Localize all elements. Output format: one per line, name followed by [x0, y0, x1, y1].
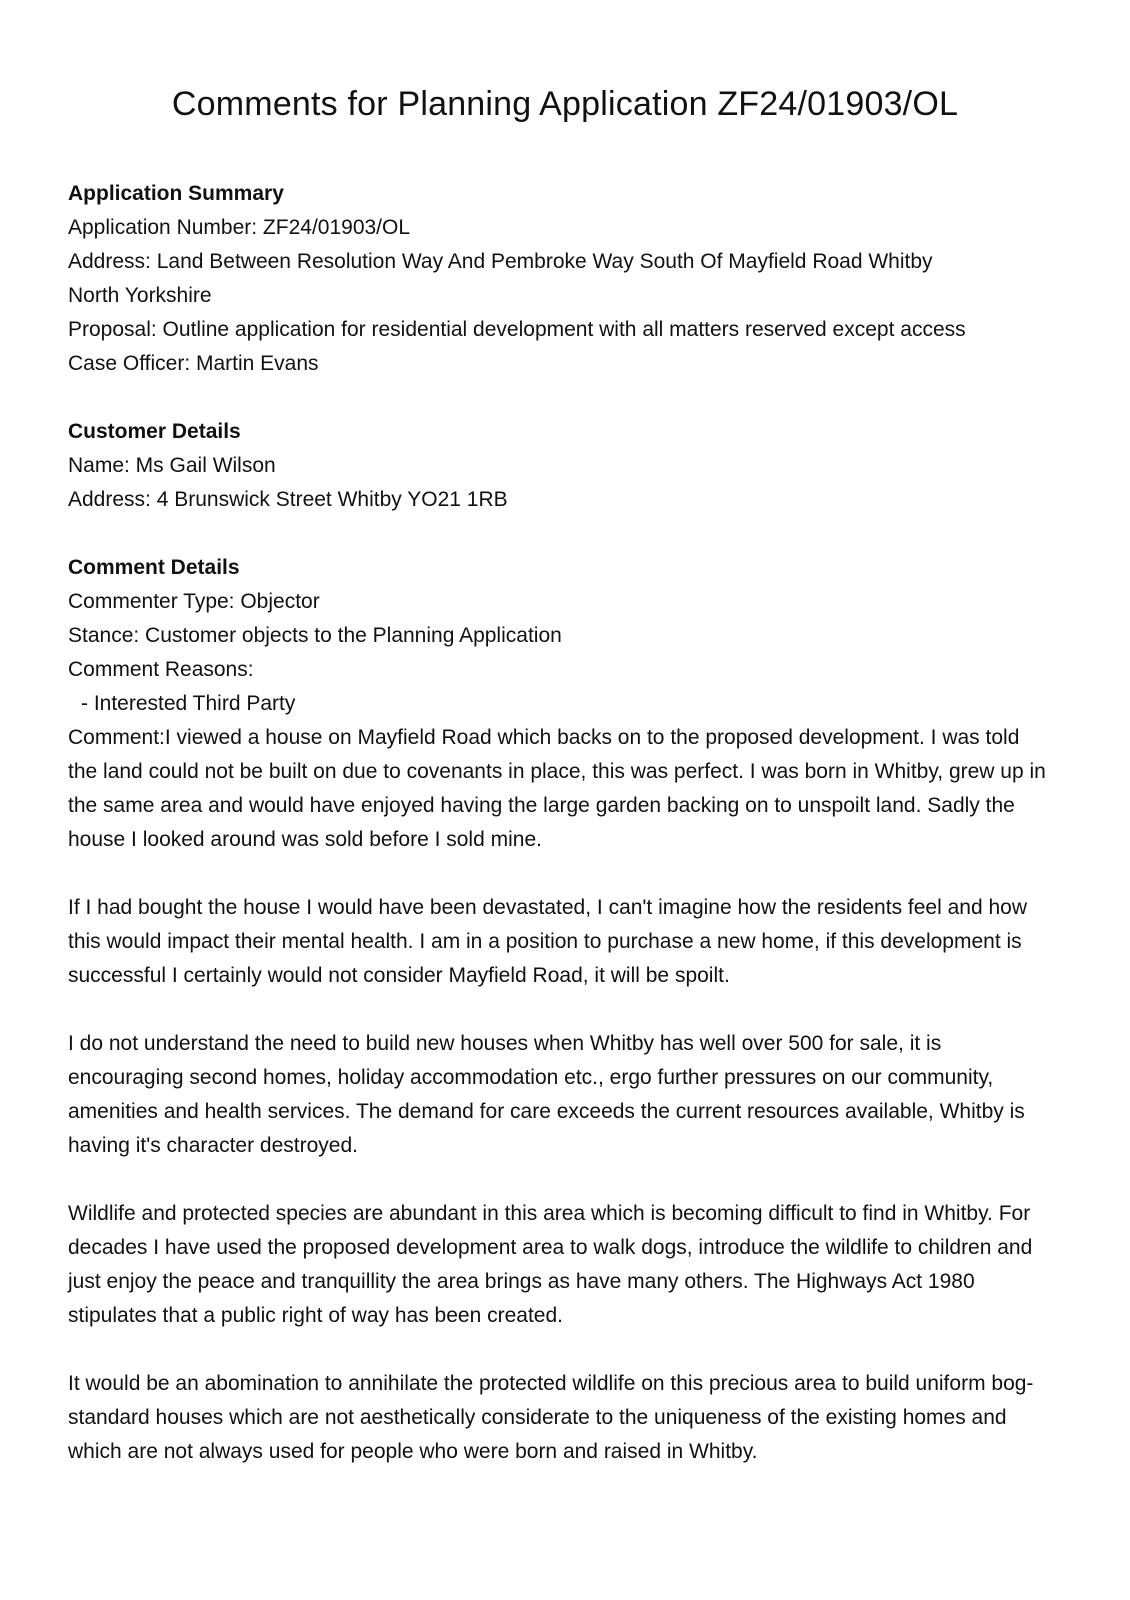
customer-details-section: [68, 415, 1068, 517]
application-number: Application Number: ZF24/01903/OL: [68, 216, 411, 239]
comment-paragraph-5: It would be an abomination to annihilate the protected wildlife on this precious area to build uniform bog-standard houses which are not aesthetically considerate to the uniqueness of the existing homes and which are not always used for people who were born and raised in Whitby.: [68, 1372, 1034, 1463]
commenter-type: Commenter Type: Objector: [68, 590, 320, 613]
spacer: [68, 993, 1068, 1027]
comment-paragraph-1: Comment:I viewed a house on Mayfield Road which backs on to the proposed development. I was told the land could not be built on due to covenants in place, this was perfect. I was born in Whitby, grew up in the same area and would have enjoyed having the large garden backing on to unspoilt land. Sadly the house I looked around was sold before I sold mine.: [68, 726, 1046, 851]
comment-paragraph-4: Wildlife and protected species are abundant in this area which is becoming difficult to find in Whitby. For decades I have used the proposed development area to walk dogs, introduce the wildlife to children and just enjoy the peace and tranquillity the area brings as have many others. The Highways Act 1980 stipulates that a public right of way has been created.: [68, 1202, 1033, 1327]
spacer: [68, 517, 1068, 551]
case-officer: Case Officer: Martin Evans: [68, 352, 319, 375]
application-summary-heading: Application Summary: [68, 182, 284, 205]
comment-reasons-label: Comment Reasons:: [68, 658, 254, 681]
document-body: [68, 177, 1068, 1469]
application-proposal: Proposal: Outline application for residential development with all matters reserved except access: [68, 318, 966, 341]
spacer: [68, 1333, 1068, 1367]
spacer: [68, 381, 1068, 415]
comment-details-heading: Comment Details: [68, 556, 240, 579]
spacer: [68, 1163, 1068, 1197]
customer-address: Address: 4 Brunswick Street Whitby YO21 1RB: [68, 488, 508, 511]
application-address-line1: Address: Land Between Resolution Way And Pembroke Way South Of Mayfield Road Whitby: [68, 250, 933, 273]
spacer: [68, 857, 1068, 891]
comment-paragraph-2: If I had bought the house I would have been devastated, I can't imagine how the residents feel and how this would impact their mental health. I am in a position to purchase a new home, if this development is successful I certainly would not consider Mayfield Road, it will be spoilt.: [68, 896, 1027, 987]
stance: Stance: Customer objects to the Planning Application: [68, 624, 562, 647]
comment-reason-item: - Interested Third Party: [81, 692, 296, 715]
customer-name: Name: Ms Gail Wilson: [68, 454, 276, 477]
comment-paragraph-3: I do not understand the need to build new houses when Whitby has well over 500 for sale, it is encouraging second homes, holiday accommodation etc., ergo further pressures on our community, amenities and health services. The demand for care exceeds the current resources available, Whitby is having it's character destroyed.: [68, 1032, 1025, 1157]
comment-details-section: [68, 551, 1068, 1469]
application-address-line2: North Yorkshire: [68, 284, 212, 307]
page-title: Comments for Planning Application ZF24/01903/OL: [171, 85, 959, 123]
customer-details-heading: Customer Details: [68, 420, 241, 443]
application-summary-section: [68, 177, 1068, 381]
